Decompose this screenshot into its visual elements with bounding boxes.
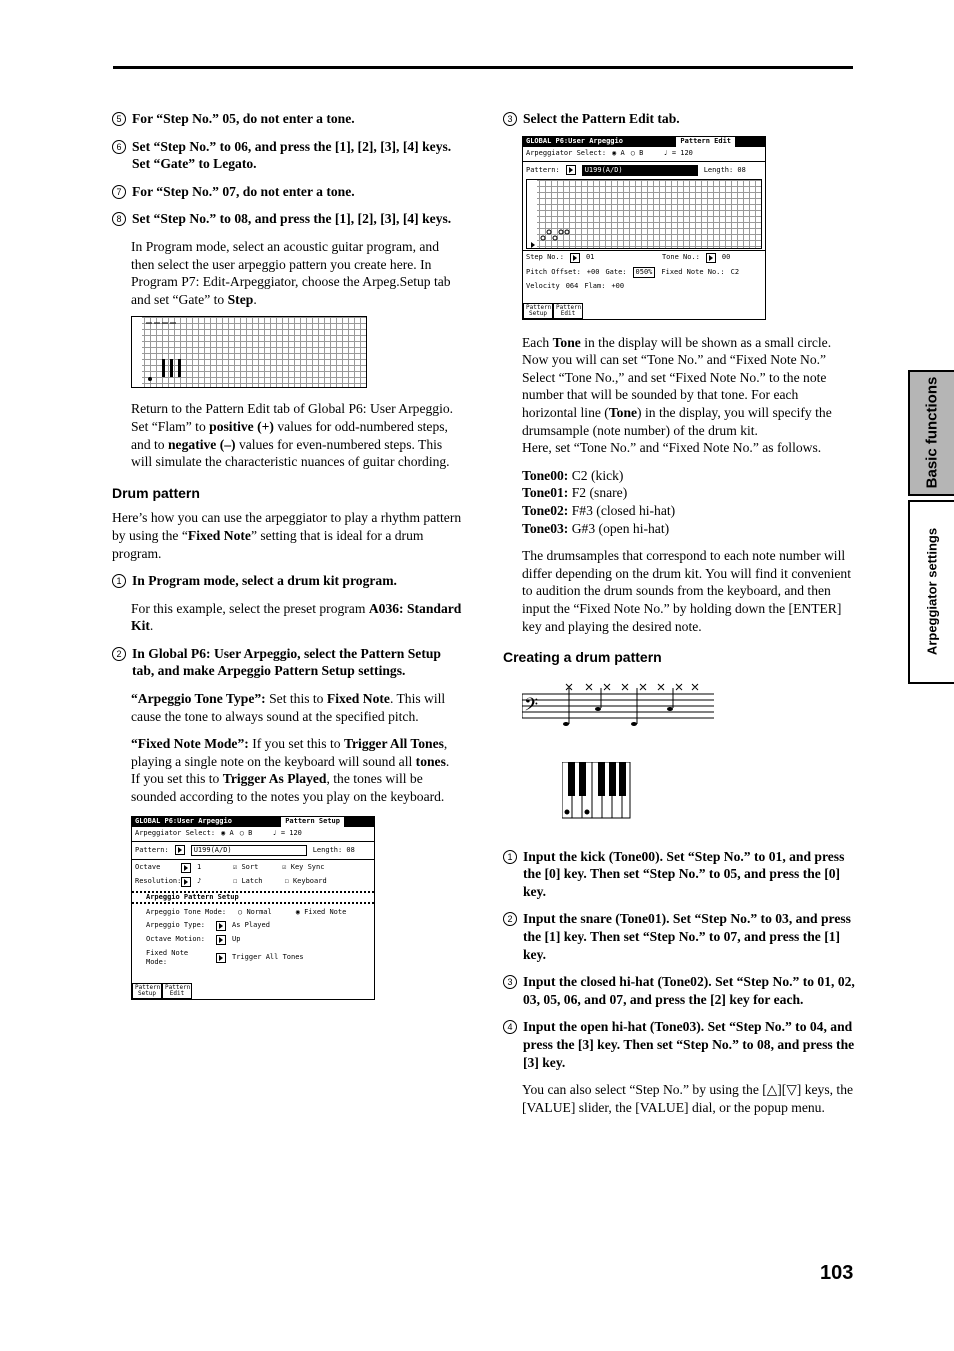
notation-figure [522,674,855,848]
side-tab-arpeggiator[interactable] [908,500,954,684]
para-step-select: You can also select “Step No.” by using the [△][▽] keys, the [VALUE] slider, the [VALUE] dial, or the popup menu. [522,1082,854,1115]
drum-staff [522,678,722,738]
side-tab-arp-label: Arpeggiator settings [924,527,940,656]
step-6: 6 Set “Step No.” to 06, and press the [1], [2], [3], [4] keys. Set “Gate” to Legato. [112,138,464,173]
latch-checkbox[interactable]: ☐ Latch [233,877,263,886]
radio-a[interactable]: ◉ A [221,828,234,837]
create-step-3: 3 Input the closed hi-hat (Tone02). Set “Step No.” to 01, 02, 03, 05, 06, and 07, and press the [2] key for each. [503,973,855,1008]
section-header: Arpeggio Pattern Setup [132,891,374,904]
page-number: 103 [820,1262,854,1284]
para-drum-intro: Here’s how you can use the arpeggiator to play a rhythm pattern by using the “Fixed Note” setting that is ideal for a drum program. [112,510,462,561]
keysync-checkbox[interactable]: ☑ Key Sync [282,863,325,872]
tone-list: Tone00: C2 (kick) Tone01: F2 (snare) Tone02: F#3 (closed hi-hat) Tone03: G#3 (open hi-hat) [522,467,676,536]
step-8: 8 Set “Step No.” to 08, and press the [1], [2], [3], [4] keys. [112,210,464,228]
fixed-note-field[interactable]: C2 [730,267,740,276]
lcd-pattern-setup: GLOBAL P6:User Arpeggio Pattern Setup Arpeggiator Select: ◉ A ○ B ♩ = 120 Pattern: U199(A/D) Length: 08 Octave 1 ☑ Sort ☑ Key Sync Resolution: ♪ ☐ Latch ☐ Keyboard Arpeggio Pattern Setup Arpeggio Tone Mode: ○ Normal ◉ Fixed Note Arpeggio Type: As Played Octave Motion: Up Fixed Note Mode: Trigger All Tones Pattern Setup Pattern Edit [131,816,375,1000]
left-column [112,110,464,1000]
lcd-title: GLOBAL P6:User Arpeggio [135,816,232,825]
side-tab-basic[interactable] [908,370,954,496]
up-triangle-icon: △ [766,1082,778,1098]
pattern-popup[interactable] [175,845,185,855]
side-tab-basic-label: Basic functions [923,376,941,489]
para-tone-type: “Arpeggio Tone Type”: Set this to Fixed Note. This will cause the tone to always sound at the specified pitch. [131,691,446,724]
length-field[interactable]: Length: 08 [312,845,355,854]
para-preset: For this example, select the preset program A036: Standard Kit. [131,600,462,634]
create-step-4: 4 Input the open hi-hat (Tone03). Set “Step No.” to 04, and press the [3] key. Then set “Step No.” to 08, and press the [3] key. [503,1018,855,1071]
drum-step-2: 2 In Global P6: User Arpeggio, select the Pattern Setup tab, and make Arpeggio Pattern Setup settings. [112,645,464,680]
guitar-pattern-image [131,316,367,388]
para-tone-circle: Each Tone in the display will be shown as a small circle. Now you will can set “Tone No.” and “Fixed Note No.” Select “Tone No.,” and set “Fixed Note No.” to the note number that will be sounded by that tone. For each horizontal line (Tone) in the display, you will specify the drumsample (note number) of the drum kit. Here, set “Tone No.” and “Fixed Note No.” as follows. [522,334,832,456]
step-number: 5 [112,112,126,126]
pattern-grid-notes [527,180,761,248]
lcd-page-tab[interactable]: Pattern Setup [281,817,344,827]
create-step-1: 1 Input the kick (Tone00). Set “Step No.” to 01, and press the [0] key. Then set “Step No.” to 05, and press the [0] key. [503,848,855,901]
heading-drum-pattern: Drum pattern [112,484,200,501]
pattern-grid[interactable] [526,179,762,249]
step-no-field[interactable]: 01 [585,253,595,262]
tab-pattern-edit[interactable]: Pattern Edit [162,983,192,999]
step-7: 7 For “Step No.” 07, do not enter a tone. [112,183,464,201]
tab-pattern-setup[interactable]: Pattern Setup [132,983,162,999]
tone-no-field[interactable]: 00 [721,253,731,262]
keyboard-checkbox[interactable]: ☐ Keyboard [284,877,327,886]
svg-text:𝄢: 𝄢 [524,694,539,720]
drum-step-1: 1 In Program mode, select a drum kit program. [112,572,464,590]
step-5: 5 For “Step No.” 05, do not enter a tone. [112,110,464,128]
tempo-field[interactable]: ♩ = 120 [272,828,302,837]
radio-fixed-note[interactable]: ◉ Fixed Note [295,907,347,916]
para-flam: Return to the Pattern Edit tab of Global P6: User Arpeggio. Set “Flam” to positive (+) values for odd-numbered steps, and to negative (–) values for even-numbered steps. This will simulate the characteristic nuances of guitar chording. [131,401,454,470]
pattern-field[interactable]: U199(A/D) [191,845,307,856]
radio-normal[interactable]: ○ Normal [238,907,272,916]
para-drumsamples: The drumsamples that correspond to each note number will differ depending on the drum kit. You will find it convenient to audition the drum sounds from the keyboard, and then input the “Fixed Note No.” by holding down the [ENTER] key and playing the desired note. [522,548,851,634]
radio-b[interactable]: ○ B [239,828,253,837]
right-column [503,110,855,1126]
create-step-2: 2 Input the snare (Tone01). Set “Step No.” to 03, and press the [1] key. Then set “Step No.” to 07, and press the [1] key. [503,910,855,963]
down-triangle-icon: ▽ [786,1082,797,1098]
para-fixed-note-mode: “Fixed Note Mode”: If you set this to Trigger All Tones, playing a single note on the keyboard will sound all tones. If you set this to Trigger As Played, the tones will be sounded according to the notes you play on the keyboard. [131,736,450,805]
keyboard-icon [562,762,632,820]
heading-creating-drum: Creating a drum pattern [503,649,662,666]
step-3: 3 Select the Pattern Edit tab. [503,110,855,128]
step-6-text: Set “Step No.” to 06, and press the [1], [2], [3], [4] keys. [132,138,452,154]
lcd-pattern-edit: GLOBAL P6:User Arpeggio Pattern Edit Arpeggiator Select: ◉ A ○ B ♩ = 120 Pattern: U199(A/D) Length: 08 Step No.: 01 Tone No.: 00 Pitch Offset: +00 Gate: 050% Fixed Note No.: C2 Velocity 064 Flam: +00 Pattern Setup Pattern Edit [522,136,766,320]
step-6-gate: Set “Gate” to Legato. [132,156,257,172]
sort-checkbox[interactable]: ☑ Sort [233,863,259,872]
guitar-pattern-notes [132,317,366,387]
top-rule [113,66,853,69]
para-guitar: In Program mode, select an acoustic guitar program, and then select the user arpeggio pattern you create here. In Program P7: Edit-Arpeggiator, choose the Arpeg.Setup tab and set “Gate” to Step. [131,238,451,307]
